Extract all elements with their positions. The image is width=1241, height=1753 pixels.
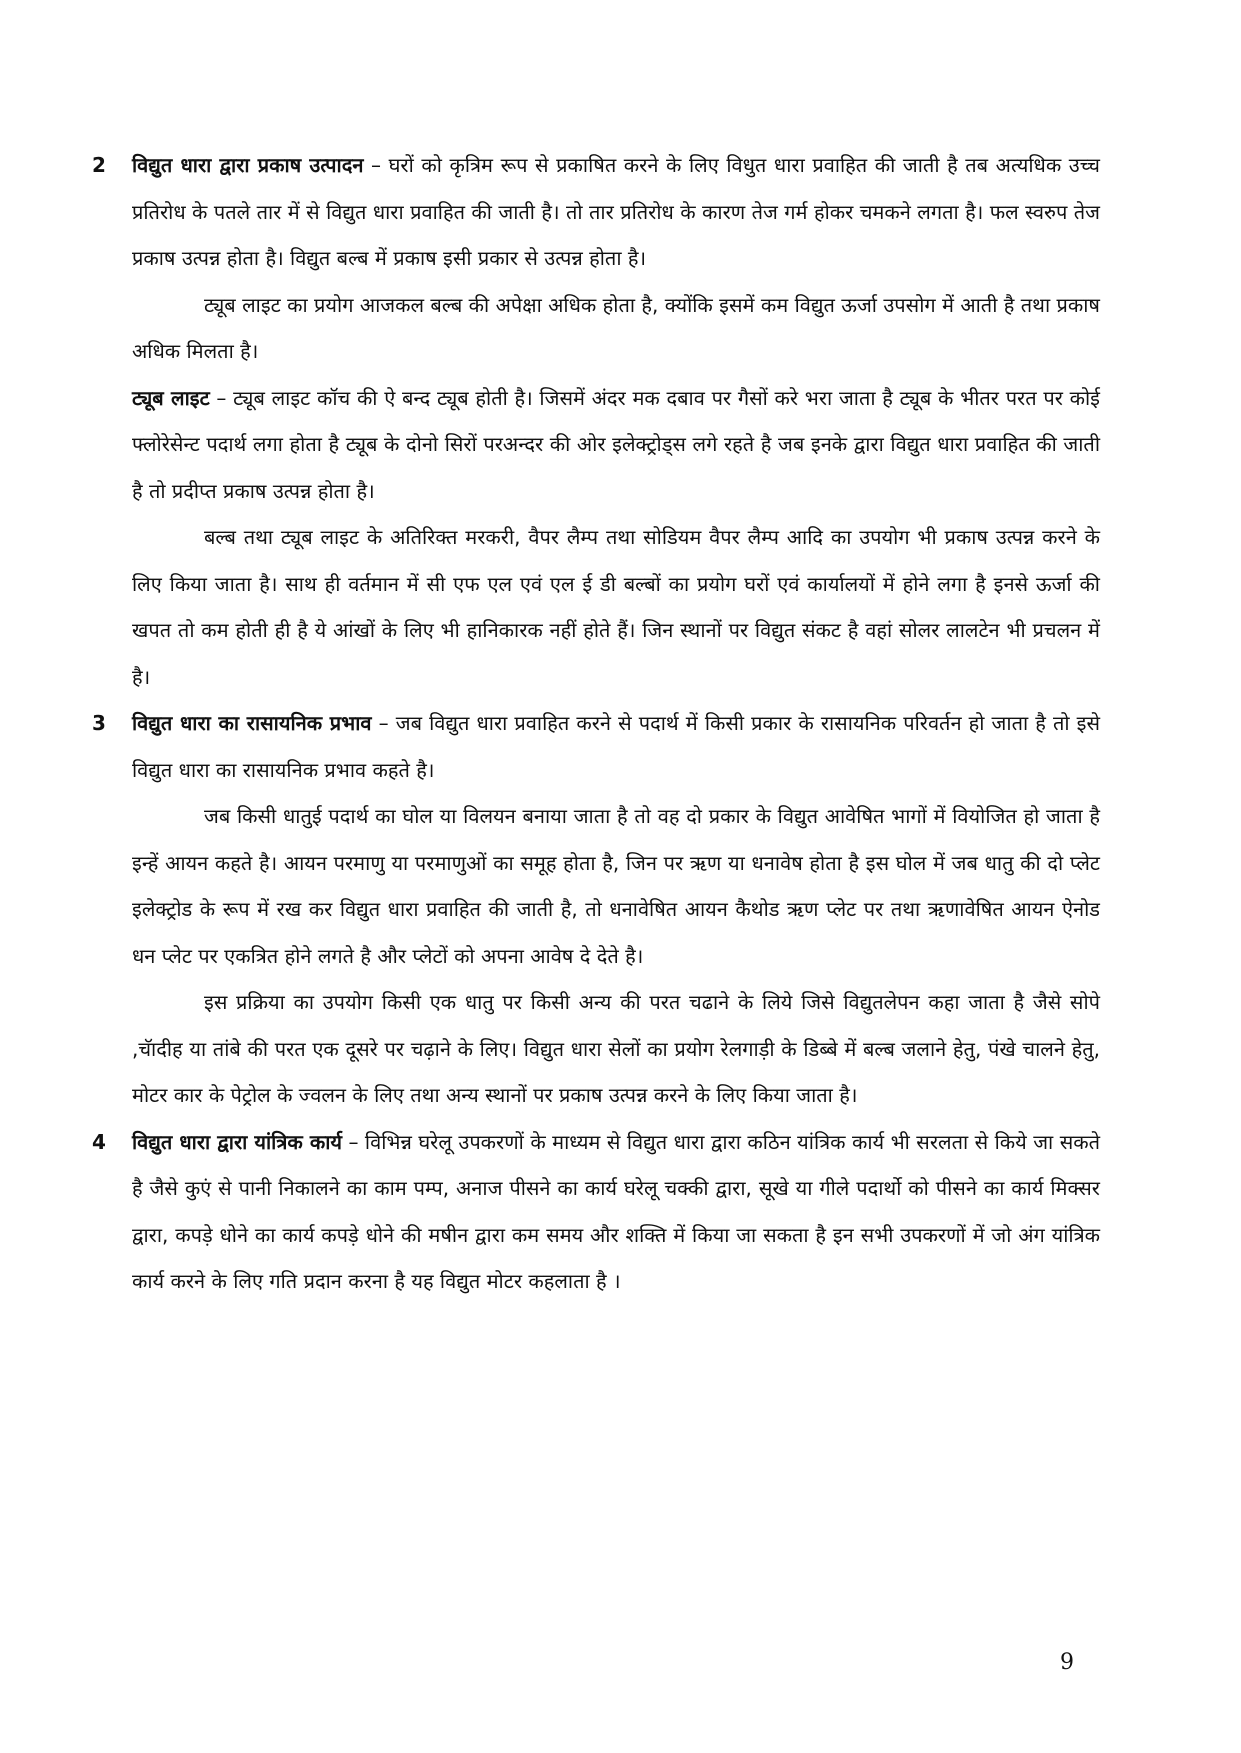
tube-light-block [132, 375, 1100, 515]
section-heading: विद्युत धारा का रासायनिक प्रभाव [132, 711, 372, 735]
section-intro [132, 142, 1100, 282]
section-intro [132, 1119, 1100, 1305]
section-chemical-effect [88, 700, 1100, 1119]
page-number: 9 [1060, 1650, 1074, 1675]
sub-heading-text: – ट्यूब लाइट कॉच की ऐ बन्द ट्यूब होती है। जिसमें अंदर मक दबाव पर गैसों करे भरा जाता है ट्यूब के भीतर परत पर कोई फ्लोरेसेन्ट पदार्थ लगा होता है ट्यूब के दोनो सिरों परअन्दर की ओर इलेक्ट्रोड्स लगे रहते है जब इनके द्वारा विद्युत धारा प्रवाहित की जाती है तो प्रदीप्त प्रकाष उत्पन्न होता है। [132, 385, 1100, 503]
section-mechanical-work [88, 1119, 1100, 1305]
section-number: 4 [92, 1129, 106, 1154]
section-light-production [88, 142, 1100, 700]
page-content [88, 142, 1100, 1305]
sub-heading: ट्यूब लाइट [132, 385, 210, 410]
section-intro [132, 700, 1100, 793]
section-heading: विद्युत धारा द्वारा यांत्रिक कार्य [132, 1129, 342, 1154]
section-intro-text: – विभिन्न घरेलू उपकरणों के माध्यम से विद्युत धारा द्वारा कठिन यांत्रिक कार्य भी सरलता से किये जा सकते है जैसे कुएं से पानी निकालने का काम पम्प, अनाज पीसने का कार्य घरेलू चक्की द्वारा, सूखे या गीले पदार्थो को पीसने का कार्य मिक्सर द्वारा, कपड़े धोने का कार्य कपड़े धोने की मषीन द्वारा कम समय और शक्ति में किया जा सकता है इन सभी उपकरणों में जो अंग यांत्रिक कार्य करने के लिए गति प्रदान करना है यह विद्युत मोटर कहलाता है । [132, 1129, 1100, 1293]
paragraph: बल्ब तथा ट्यूब लाइट के अतिरिक्त मरकरी, वैपर लैम्प तथा सोडियम वैपर लैम्प आदि का उपयोग भी प्रकाष उत्पन्न करने के लिए किया जाता है। साथ ही वर्तमान में सी एफ एल एवं एल ई डी बल्बों का प्रयोग घरों एवं कार्यालयों में होने लगा है इनसे ऊर्जा की खपत तो कम होती ही है ये आंखों के लिए भी हानिकारक नहीं होते हैं। जिन स्थानों पर विद्युत संकट है वहां सोलर लालटेन भी प्रचलन में है। [132, 525, 1100, 689]
paragraph: इस प्रक्रिया का उपयोग किसी एक धातु पर किसी अन्य की परत चढाने के लिये जिसे विद्युतलेपन कहा जाता है जैसे सोपे ,चॅादीह या तांबे की परत एक दूसरे पर चढ़ाने के लिए। विद्युत धारा सेलों का प्रयोग रेलगाड़ी के डिब्बे में बल्ब जलाने हेतु, पंखे चालने हेतु, मोटर कार के पेट्रोल के ज्वलन के लिए तथा अन्य स्थानों पर प्रकाष उत्पन्न करने के लिए किया जाता है। [132, 990, 1100, 1107]
section-number: 2 [92, 153, 106, 177]
section-heading: विद्युत धारा द्वारा प्रकाष उत्पादन [132, 153, 364, 177]
section-intro-text: – जब विद्युत धारा प्रवाहित करने से पदार्थ में किसी प्रकार के रासायनिक परिवर्तन हो जाता है तो इसे विद्युत धारा का रासायनिक प्रभाव कहते है। [132, 711, 1100, 782]
section-number: 3 [92, 711, 106, 735]
paragraph: ट्यूब लाइट का प्रयोग आजकल बल्ब की अपेक्षा अधिक होता है, क्योंकि इसमें कम विद्युत ऊर्जा उपसोग में आती है तथा प्रकाष अधिक मिलता है। [132, 292, 1100, 363]
paragraph: जब किसी धातुई पदार्थ का घोल या विलयन बनाया जाता है तो वह दो प्रकार के विद्युत आवेषित भागों में वियोजित हो जाता है इन्हें आयन कहते है। आयन परमाणु या परमाणुओं का समूह होता है, जिन पर ऋण या धनावेष होता है इस घोल में जब धातु की दो प्लेट इलेक्ट्रोड के रूप में रख कर विद्युत धारा प्रवाहित की जाती है, तो धनावेषित आयन कैथोड ऋण प्लेट पर तथा ऋणावेषित आयन ऐनोड धन प्लेट पर एकत्रित होने लगते है और प्लेटों को अपना आवेष दे देते है। [132, 804, 1100, 968]
section-intro-text: – घरों को कृत्रिम रूप से प्रकाषित करने के लिए विधुत धारा प्रवाहित की जाती है तब अत्यधिक उच्च प्रतिरोध के पतले तार में से विद्युत धारा प्रवाहित की जाती है। तो तार प्रतिरोध के कारण तेज गर्म होकर चमकने लगता है। फल स्वरुप तेज प्रकाष उत्पन्न होता है। विद्युत बल्ब में प्रकाष इसी प्रकार से उत्पन्न होता है। [132, 153, 1100, 270]
